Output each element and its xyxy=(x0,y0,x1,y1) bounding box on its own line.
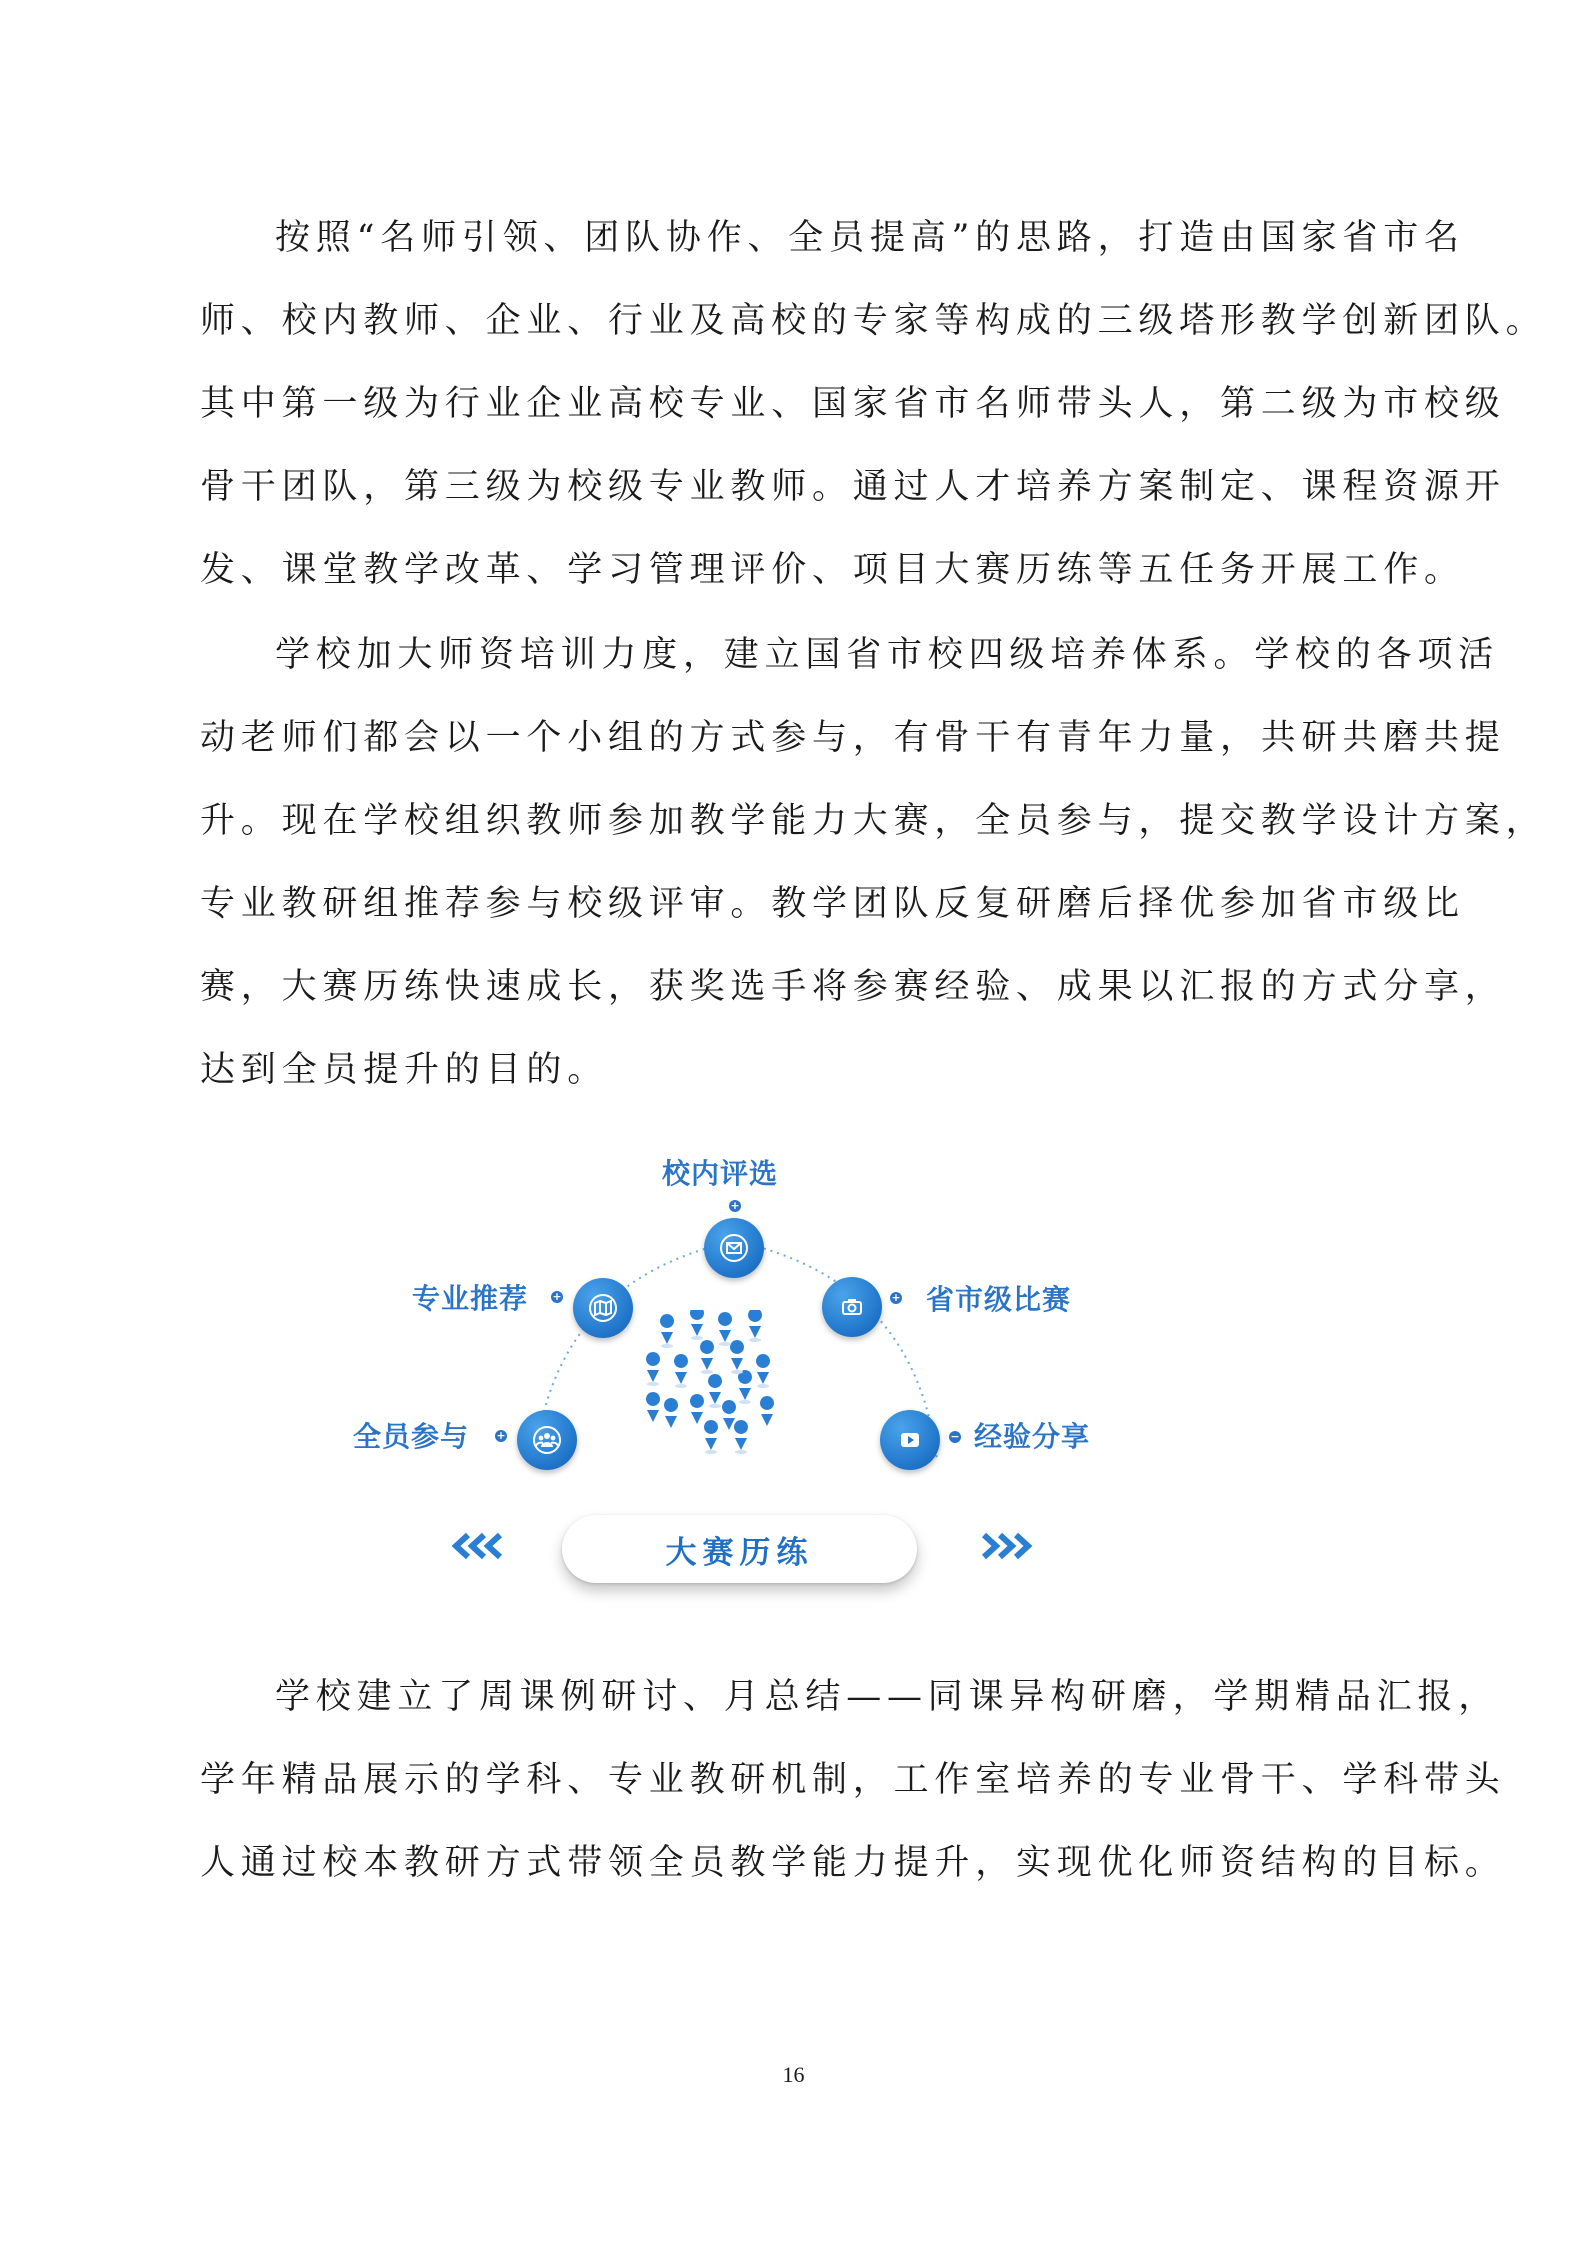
text-line: 学校建立了周课例研讨、月总结——同课异构研磨，学期精品汇报， xyxy=(275,1677,1500,1717)
text-line: 发、课堂教学改革、学习管理评价、项目大赛历练等五任务开展工作。 xyxy=(200,550,1465,590)
text-line: 人通过校本教研方式带领全员教学能力提升，实现优化师资结构的目标。 xyxy=(200,1843,1506,1883)
envelope-icon xyxy=(718,1232,750,1264)
plus-dot: + xyxy=(552,1290,562,1303)
minus-dot: − xyxy=(950,1430,960,1443)
video-play-icon xyxy=(894,1424,926,1456)
location-pins-cluster xyxy=(645,1310,805,1470)
node-experience-sharing xyxy=(880,1410,940,1470)
node-school-selection xyxy=(704,1218,764,1278)
node-label-all-participation: 全员参与 xyxy=(353,1420,470,1453)
left-chevrons-icon xyxy=(450,1531,514,1561)
text-line: 学校加大师资培训力度，建立国省市校四级培养体系。学校的各项活 xyxy=(275,635,1500,675)
text-line: 动老师们都会以一个小组的方式参与，有骨干有青年力量，共研共磨共提 xyxy=(200,718,1506,758)
node-label-major-recommendation: 专业推荐 xyxy=(412,1282,529,1315)
text-line: 专业教研组推荐参与校级评审。教学团队反复研磨后择优参加省市级比 xyxy=(200,884,1465,924)
competition-diagram xyxy=(340,1145,1100,1615)
paragraph-2 xyxy=(200,614,1547,1112)
text-line: 其中第一级为行业企业高校专业、国家省市名师带头人，第二级为市校级 xyxy=(200,384,1506,424)
text-line: 学年精品展示的学科、专业教研机制，工作室培养的专业骨干、学科带头 xyxy=(200,1760,1506,1800)
node-label-provincial-competition: 省市级比赛 xyxy=(926,1283,1072,1316)
node-label-school-selection: 校内评选 xyxy=(662,1157,779,1190)
map-icon xyxy=(587,1292,619,1324)
paragraph-1 xyxy=(200,197,1547,612)
camera-icon xyxy=(836,1291,868,1323)
text-line: 达到全员提升的目的。 xyxy=(200,1050,609,1090)
right-chevrons-icon xyxy=(970,1531,1034,1561)
plus-dot: + xyxy=(730,1199,740,1212)
center-label-pill: 大赛历练 xyxy=(562,1515,917,1583)
text-line: 骨干团队，第三级为校级专业教师。通过人才培养方案制定、课程资源开 xyxy=(200,467,1506,507)
page-number: 16 xyxy=(782,2062,805,2087)
node-label-experience-sharing: 经验分享 xyxy=(974,1420,1091,1453)
people-icon xyxy=(531,1424,563,1456)
node-provincial-competition xyxy=(822,1277,882,1337)
node-major-recommendation xyxy=(573,1278,633,1338)
text-line: 师、校内教师、企业、行业及高校的专家等构成的三级塔形教学创新团队。 xyxy=(200,301,1547,341)
text-line: 升。现在学校组织教师参加教学能力大赛，全员参与，提交教学设计方案， xyxy=(200,801,1547,841)
text-line: 赛，大赛历练快速成长，获奖选手将参赛经验、成果以汇报的方式分享， xyxy=(200,967,1506,1007)
plus-dot: + xyxy=(496,1429,506,1442)
paragraph-3 xyxy=(200,1656,1506,1905)
plus-dot: + xyxy=(891,1291,901,1304)
text-line: 按照“名师引领、团队协作、全员提高”的思路，打造由国家省市名 xyxy=(275,218,1465,258)
node-all-participation xyxy=(517,1410,577,1470)
